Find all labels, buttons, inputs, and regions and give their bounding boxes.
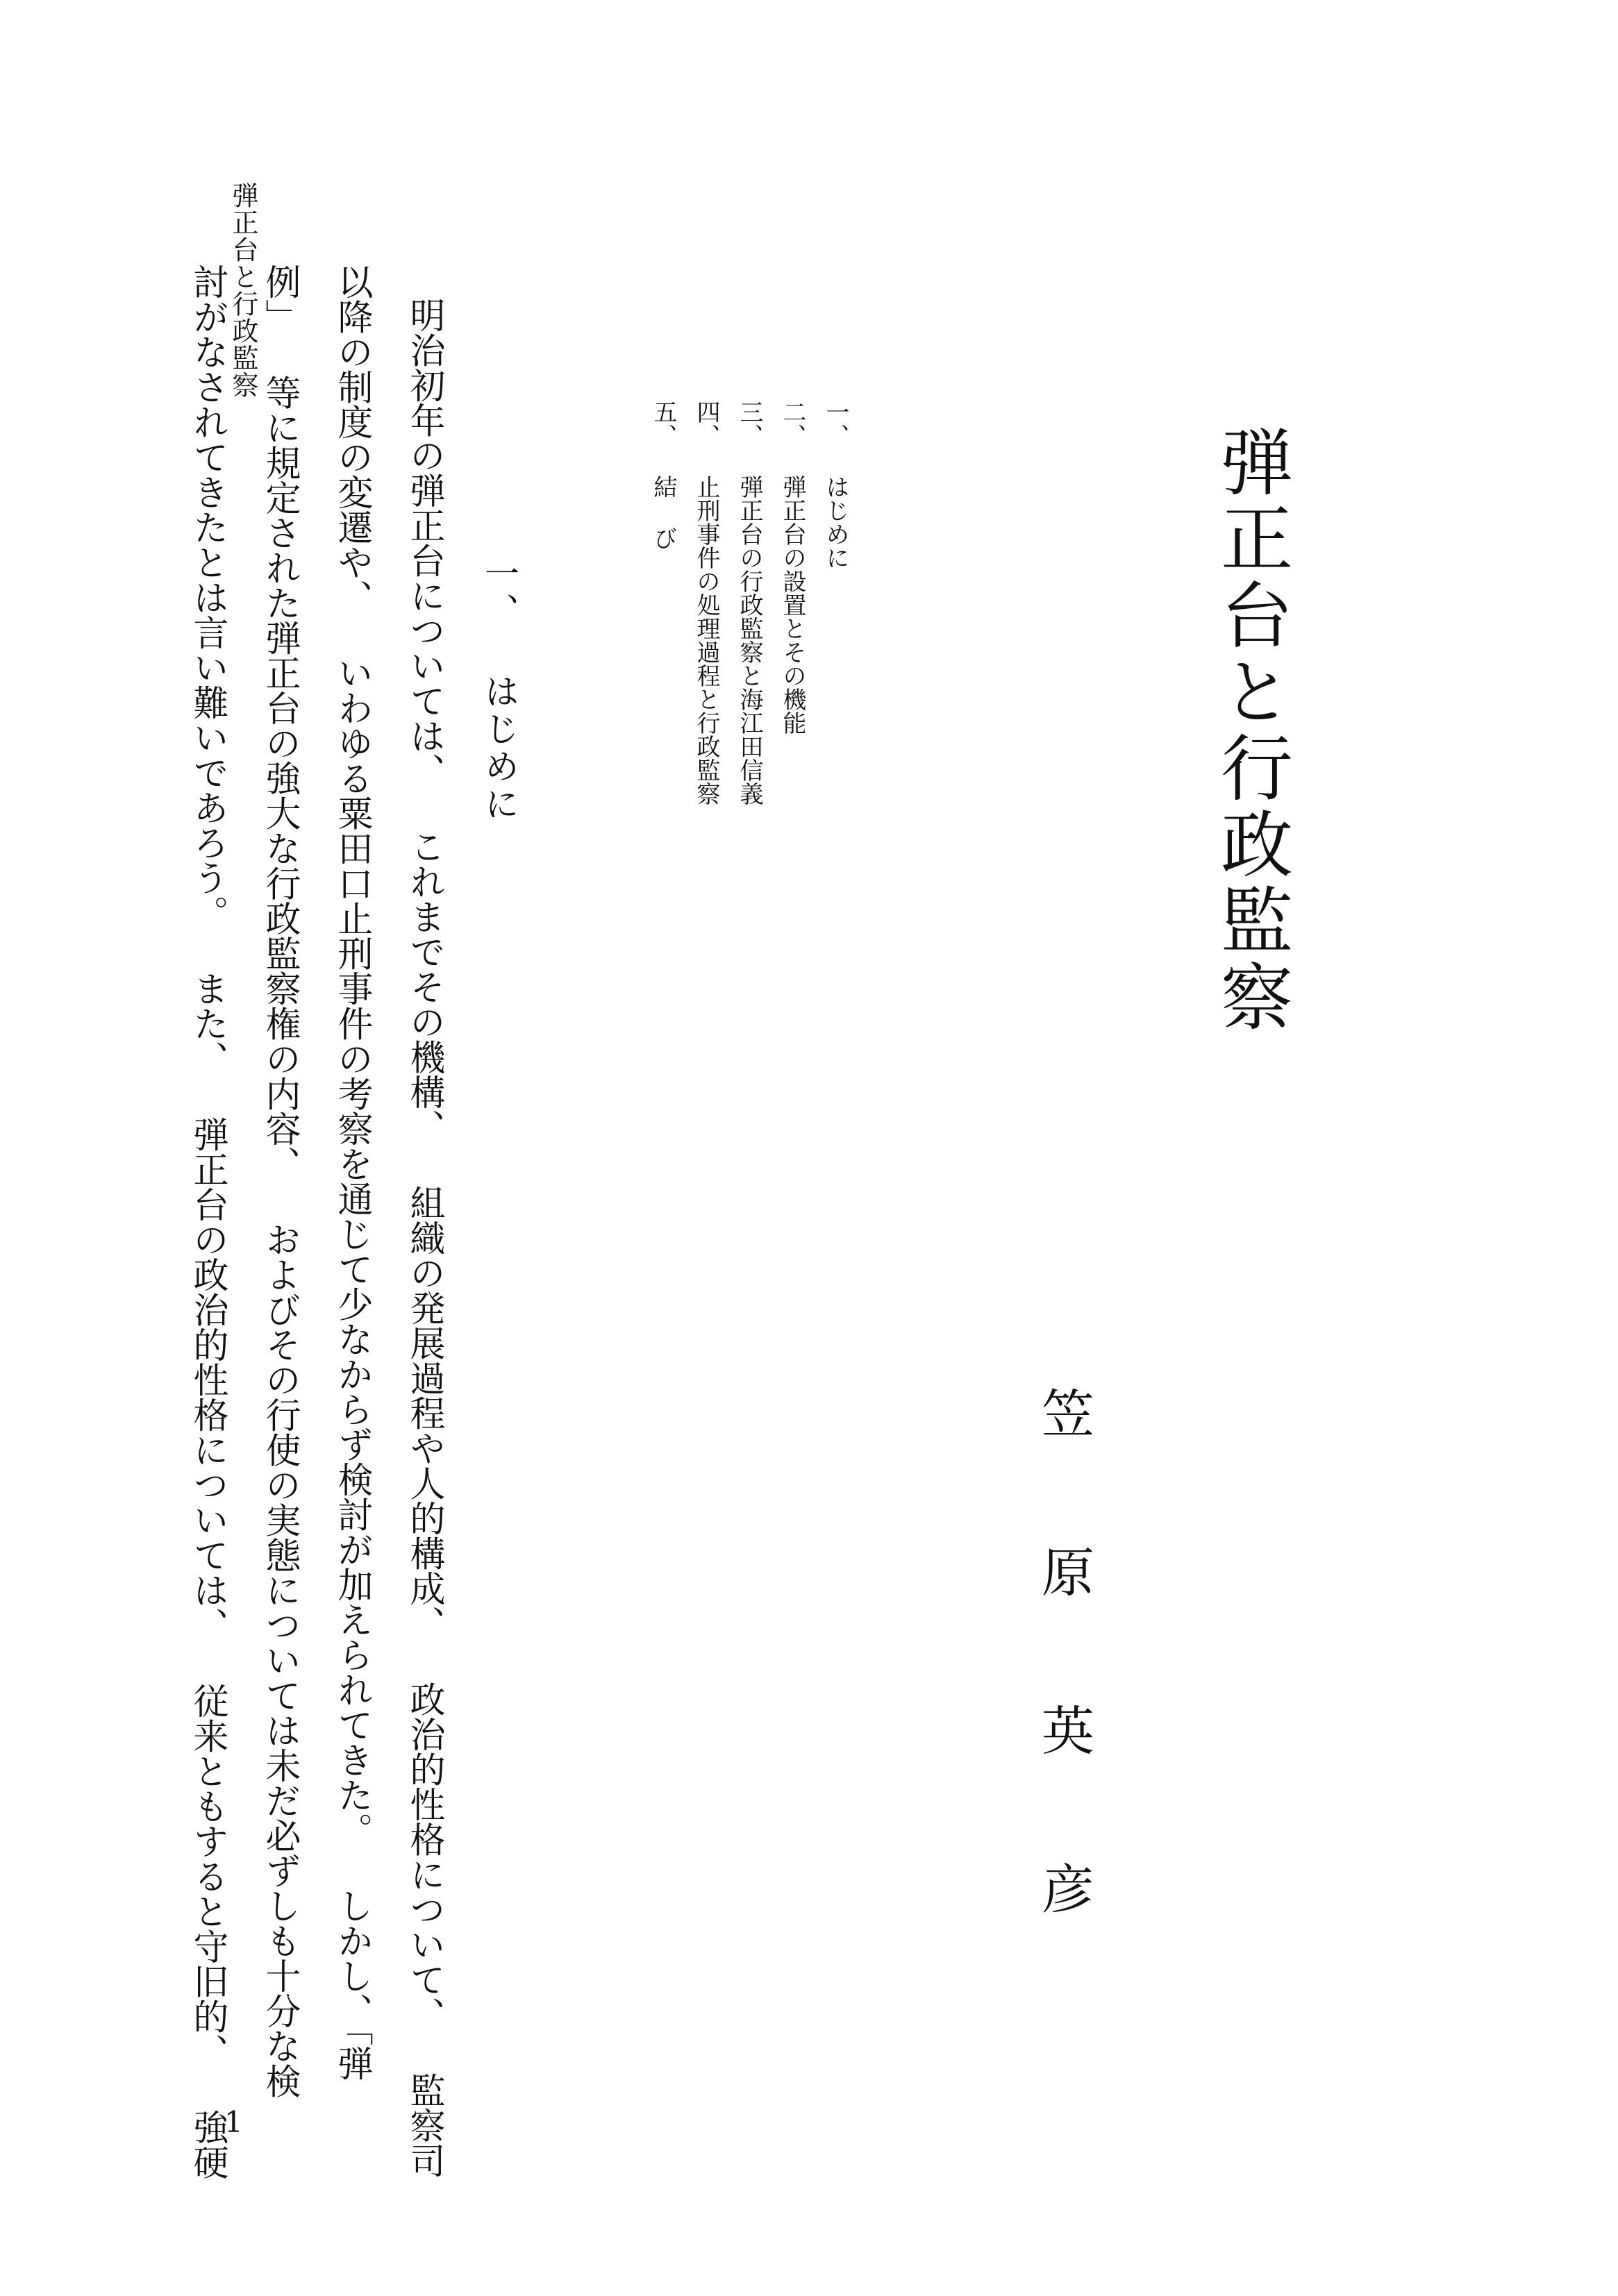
body-line: 例」 等に規定された弾正台の強大な行政監察権の内容、 およびその行使の実態については未だ必ずしも十分な検 (259, 264, 300, 2098)
toc-item: 五、 結 び (649, 400, 677, 550)
article-title: 弾正台と行政監察 (1208, 425, 1293, 1036)
section-heading: 一、 はじめに (479, 555, 519, 823)
author-char: 笠 (1042, 1384, 1094, 1446)
body-line: 以降の制度の変遷や、 いわゆる粟田口止刑事件の考察を通じて少なからず検討が加えられてきた。 しかし、「弾 (331, 264, 372, 2081)
body-line: 明治初年の弾正台については、 これまでその機構、 組織の発展過程や人的構成、 政治的性格について、 監察司 (403, 297, 444, 2178)
body-line: 討がなされてきたとは言い難いであろう。 また、 弾正台の政治的性格については、 従来ともすると守旧的、 強硬 (187, 264, 228, 2179)
toc-item: 二、 弾正台の設置とその機能 (778, 400, 806, 735)
toc-item: 四、 止刑事件の処理過程と行政監察 (692, 400, 720, 805)
author-name (1037, 1382, 1099, 1923)
table-of-contents (646, 400, 853, 805)
running-header: 弾正台と行政監察 (228, 182, 258, 399)
author-char: 原 (1042, 1542, 1094, 1604)
toc-item: 一、 はじめに (821, 400, 849, 569)
author-char: 彦 (1042, 1859, 1094, 1920)
toc-item: 三、 弾正台の行政監察と海江田信義 (735, 400, 763, 805)
body-text (186, 264, 444, 2179)
author-char: 英 (1042, 1700, 1094, 1762)
page-number: 1 (224, 2105, 243, 2139)
